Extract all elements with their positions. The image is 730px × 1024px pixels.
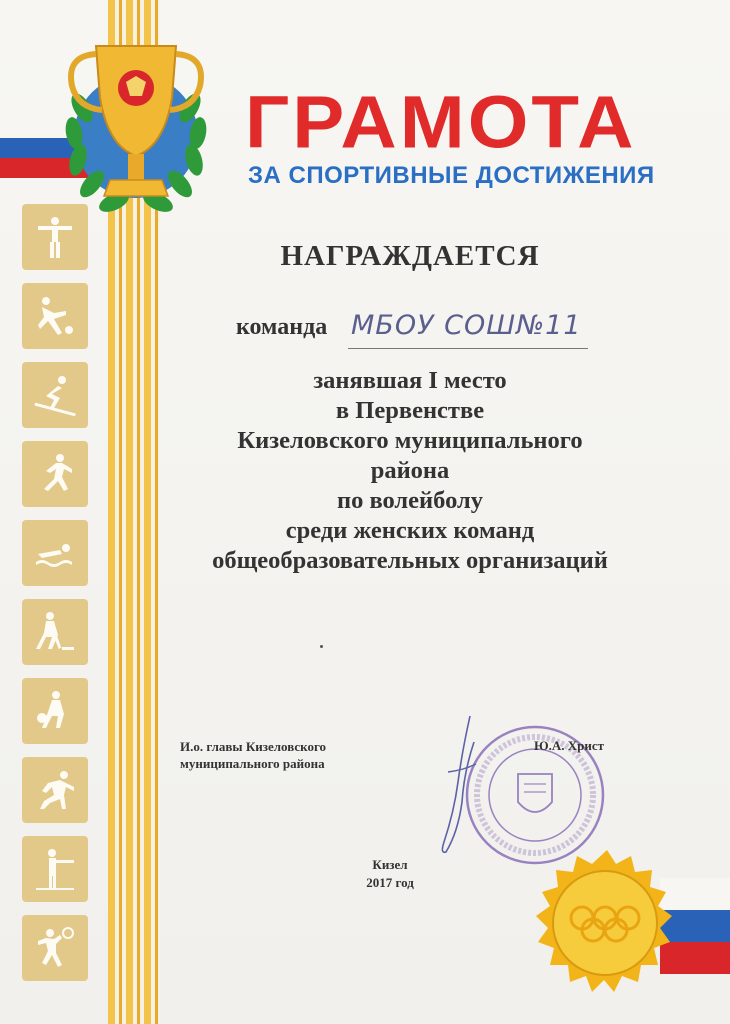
runner-icon xyxy=(22,441,88,507)
sprinter-icon xyxy=(22,757,88,823)
handwritten-signature xyxy=(428,712,488,862)
certificate-title: ГРАМОТА xyxy=(245,80,637,164)
tennis-icon xyxy=(22,915,88,981)
team-label: команда xyxy=(236,314,328,340)
trophy-wreath-icon xyxy=(44,38,224,228)
olympic-rings-medal-icon xyxy=(532,848,682,998)
body-line: района xyxy=(370,457,450,484)
ink-dot xyxy=(320,645,323,648)
hockey-icon xyxy=(22,599,88,665)
gymnast-icon xyxy=(22,204,88,270)
swimmer-icon xyxy=(22,520,88,586)
certificate-subtitle: ЗА СПОРТИВНЫЕ ДОСТИЖЕНИЯ xyxy=(248,162,655,189)
underline xyxy=(348,348,588,349)
signatory-position xyxy=(180,738,400,772)
award-description xyxy=(150,366,670,576)
body-line: Кизеловского муниципального xyxy=(237,427,583,454)
team-handwritten-name: МБОУ СОШ№11 xyxy=(351,310,582,341)
signatory-name: Ю.А. Христ xyxy=(534,738,605,753)
awarded-heading: НАГРАЖДАЕТСЯ xyxy=(280,240,540,272)
team-line xyxy=(236,312,656,352)
body-line: по волейболу xyxy=(336,487,484,514)
body-line: общеобразовательных организаций xyxy=(212,547,608,574)
sport-icons-column xyxy=(22,204,88,994)
signatory-position-line: муниципального района xyxy=(180,756,325,771)
basketball-icon xyxy=(22,678,88,744)
biathlon-icon xyxy=(22,836,88,902)
place-and-date xyxy=(340,856,440,892)
ski-jump-icon xyxy=(22,362,88,428)
body-line: среди женских команд xyxy=(285,517,535,544)
city: Кизел xyxy=(372,857,408,872)
body-line: в Первенстве xyxy=(335,397,485,424)
football-icon xyxy=(22,283,88,349)
signatory-position-line: И.о. главы Кизеловского xyxy=(180,739,327,754)
body-line: занявшая I место xyxy=(313,367,507,394)
year: 2017 год xyxy=(366,875,414,890)
